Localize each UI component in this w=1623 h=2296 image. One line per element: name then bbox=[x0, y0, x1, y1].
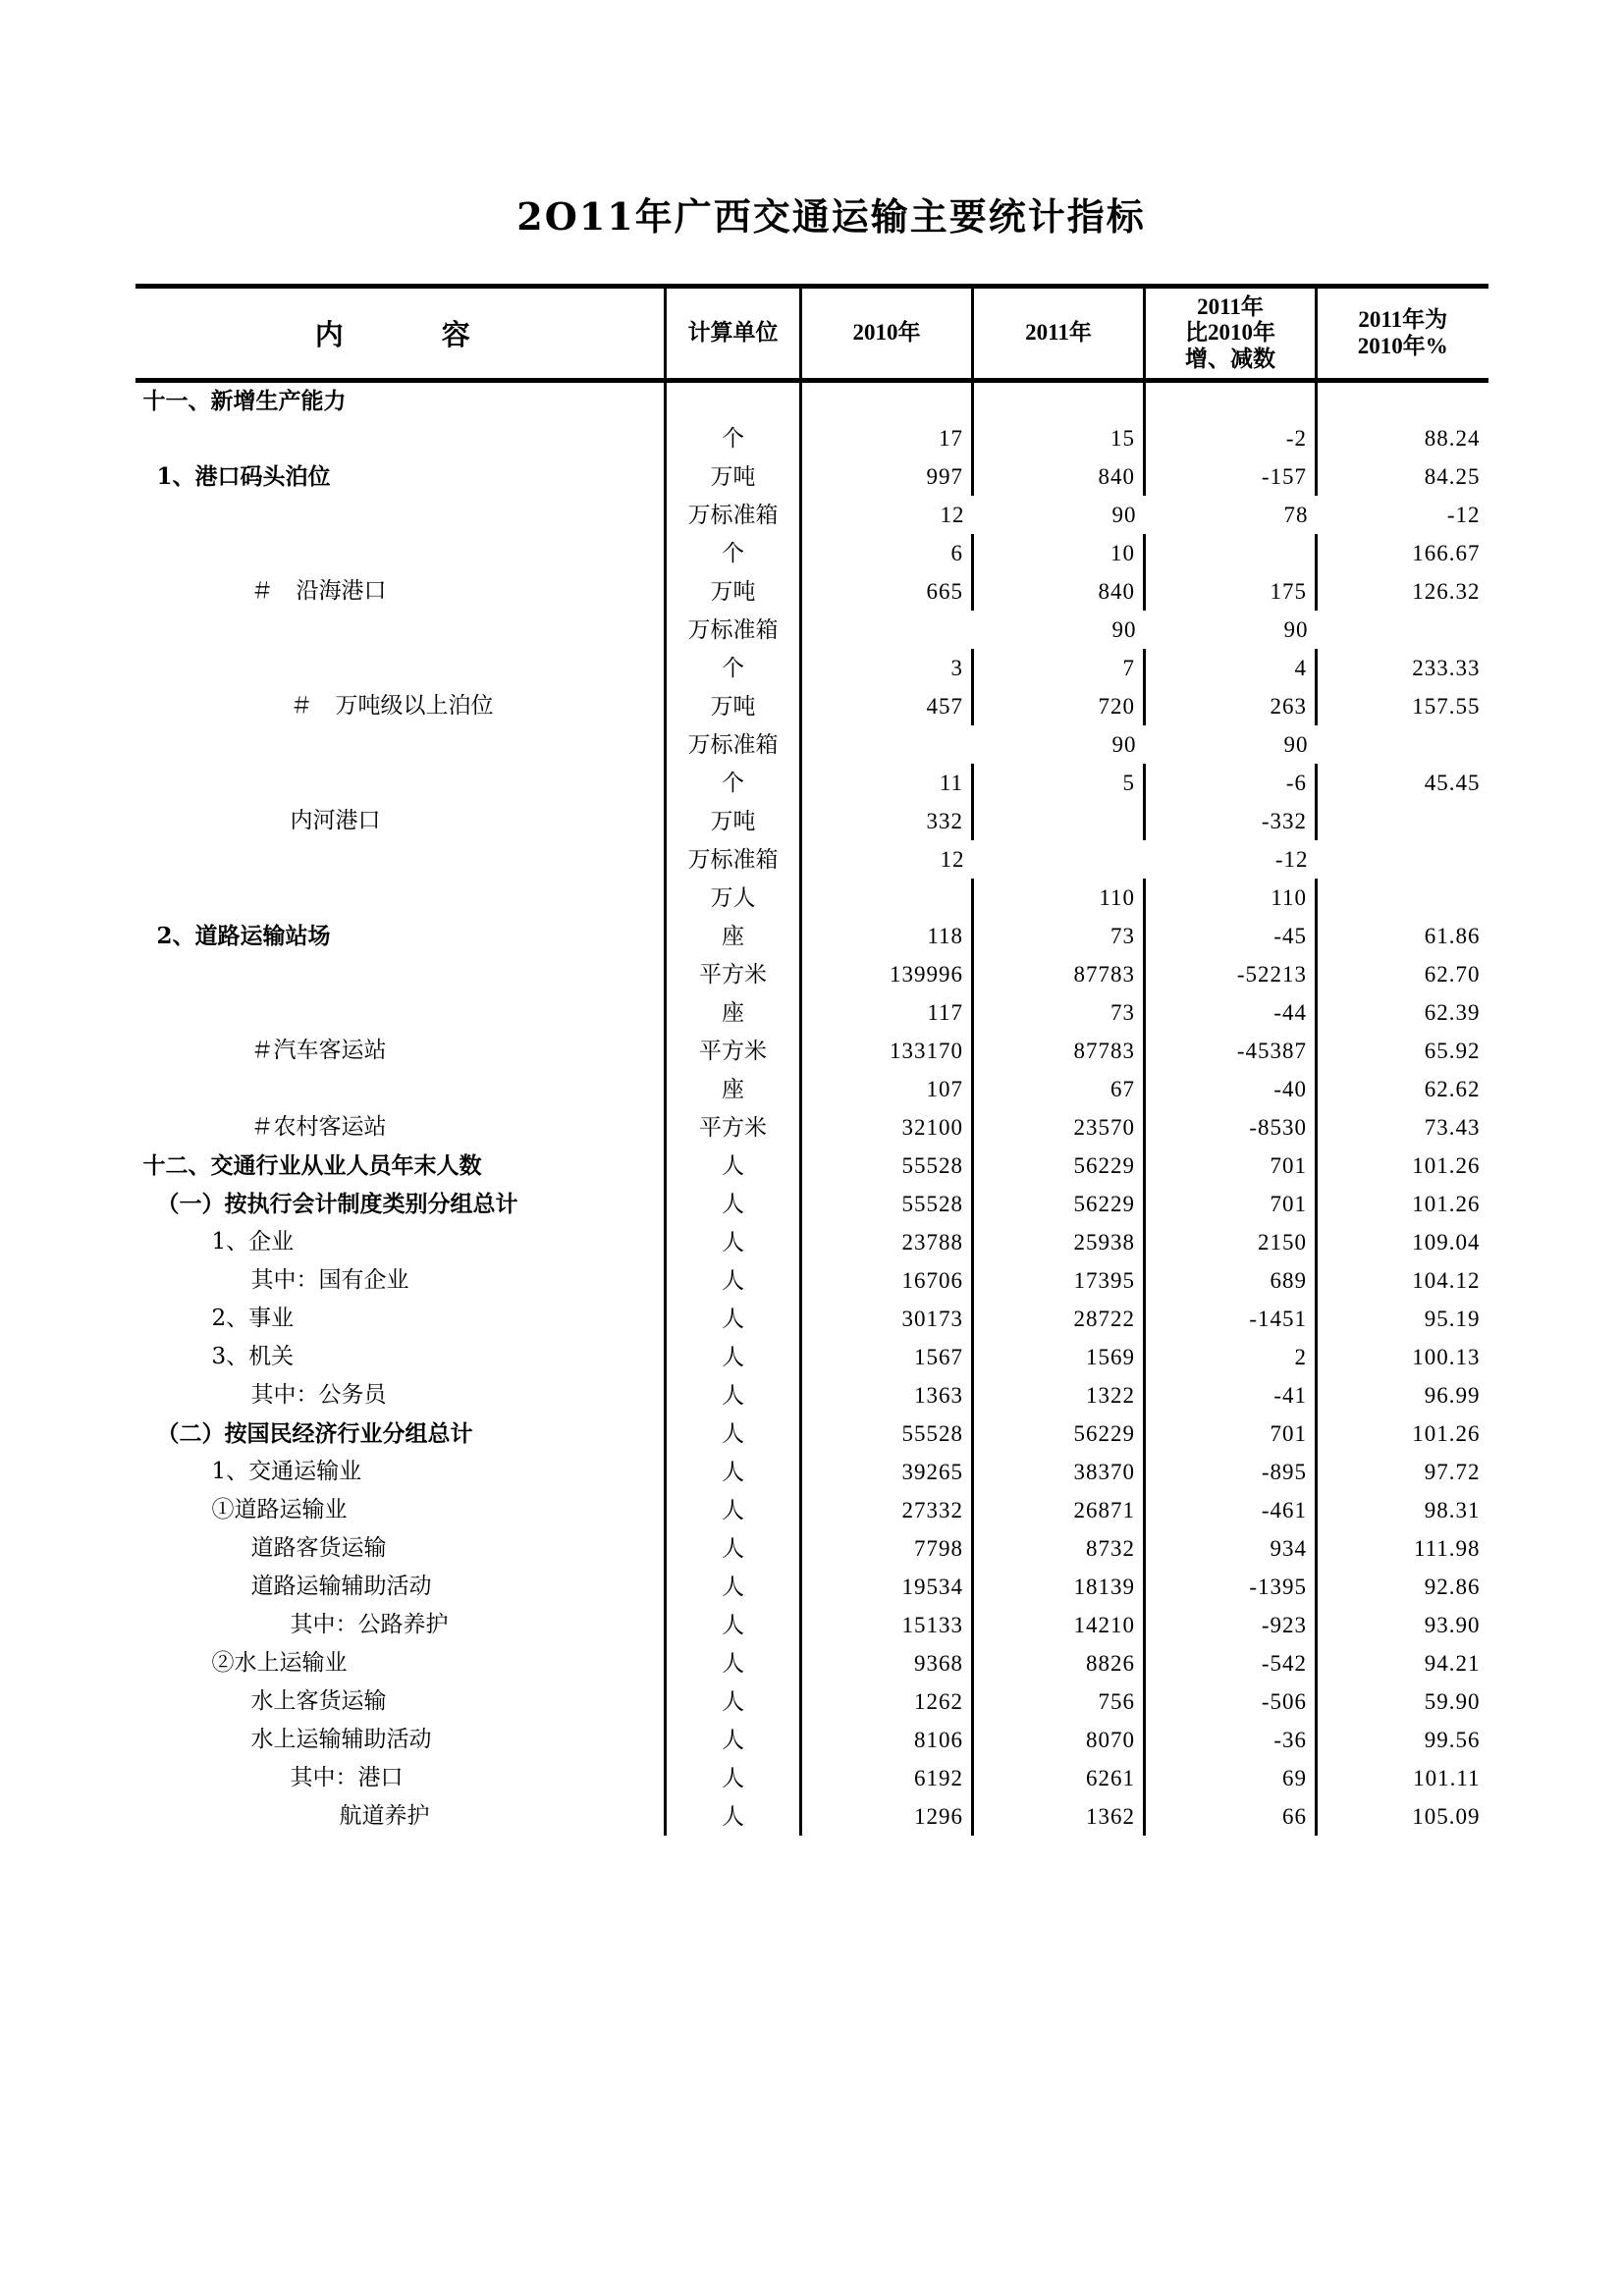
row-label bbox=[135, 725, 666, 764]
row-unit: 人 bbox=[666, 1491, 801, 1529]
row-value-percentage: 73.43 bbox=[1317, 1108, 1488, 1147]
row-value-difference: 701 bbox=[1145, 1147, 1317, 1185]
table-row bbox=[135, 611, 1488, 649]
row-unit: 人 bbox=[666, 1376, 801, 1415]
table-row bbox=[135, 1338, 1488, 1376]
row-label: 道路客货运输 bbox=[250, 1534, 387, 1561]
row-value-2011: 67 bbox=[973, 1070, 1145, 1108]
table-body bbox=[135, 381, 1488, 1836]
row-value-2011: 1569 bbox=[973, 1338, 1145, 1376]
table-row bbox=[135, 1491, 1488, 1529]
row-value-2010 bbox=[801, 381, 973, 419]
table-row bbox=[135, 879, 1488, 917]
row-value-percentage: 62.39 bbox=[1317, 993, 1488, 1032]
row-value-difference: -40 bbox=[1145, 1070, 1317, 1108]
row-value-percentage: 96.99 bbox=[1317, 1376, 1488, 1415]
row-label bbox=[135, 955, 666, 993]
row-value-2011: 87783 bbox=[973, 1032, 1145, 1070]
row-value-percentage: 93.90 bbox=[1317, 1606, 1488, 1644]
row-value-percentage: 94.21 bbox=[1317, 1644, 1488, 1682]
table-row bbox=[135, 1108, 1488, 1147]
row-value-2011: 87783 bbox=[973, 955, 1145, 993]
column-header-percentage-line2: 2010年% bbox=[1357, 333, 1448, 358]
table-row bbox=[135, 1300, 1488, 1338]
row-label bbox=[135, 993, 666, 1032]
row-value-difference: 263 bbox=[1145, 687, 1317, 725]
row-value-2011 bbox=[973, 381, 1145, 419]
table-row bbox=[135, 1568, 1488, 1606]
row-value-difference: 78 bbox=[1283, 502, 1309, 527]
row-value-percentage: 126.32 bbox=[1317, 572, 1488, 611]
row-label bbox=[135, 879, 666, 917]
row-value-2011: 28722 bbox=[973, 1300, 1145, 1338]
row-label: 十二、交通行业从业人员年末人数 bbox=[142, 1151, 482, 1179]
table-row bbox=[135, 1376, 1488, 1415]
row-label bbox=[135, 1070, 666, 1108]
table-row bbox=[135, 419, 1488, 457]
row-value-2010: 107 bbox=[801, 1070, 973, 1108]
row-value-percentage: 99.56 bbox=[1317, 1721, 1488, 1759]
row-label: 水上运输辅助活动 bbox=[250, 1726, 432, 1752]
table-row bbox=[135, 1644, 1488, 1682]
row-unit: 万吨 bbox=[666, 457, 801, 496]
row-value-2011: 73 bbox=[973, 917, 1145, 955]
row-value-percentage: 61.86 bbox=[1317, 917, 1488, 955]
row-unit: 人 bbox=[666, 1185, 801, 1223]
row-label: ＃汽车客运站 bbox=[250, 1037, 387, 1063]
row-value-2010: 118 bbox=[801, 917, 973, 955]
column-header-difference bbox=[1145, 287, 1317, 381]
row-label bbox=[135, 496, 666, 534]
row-value-2011: 25938 bbox=[973, 1223, 1145, 1261]
row-value-difference: 175 bbox=[1145, 572, 1317, 611]
row-value-2011: 23570 bbox=[973, 1108, 1145, 1147]
row-value-2010: 6192 bbox=[801, 1759, 973, 1797]
row-label: 1、企业 bbox=[211, 1228, 295, 1255]
row-value-2011: 18139 bbox=[973, 1568, 1145, 1606]
row-value-2011: 56229 bbox=[973, 1415, 1145, 1453]
column-header-percentage bbox=[1317, 287, 1488, 381]
row-value-2010: 139996 bbox=[801, 955, 973, 993]
table-row bbox=[135, 496, 1488, 534]
row-value-2011 bbox=[973, 802, 1145, 840]
row-value-2011: 56229 bbox=[973, 1185, 1145, 1223]
row-value-percentage: 101.11 bbox=[1317, 1759, 1488, 1797]
row-label: 十一、新增生产能力 bbox=[142, 387, 347, 414]
row-value-difference: -923 bbox=[1145, 1606, 1317, 1644]
row-value-difference: -506 bbox=[1145, 1682, 1317, 1721]
row-unit: 平方米 bbox=[666, 1108, 801, 1147]
row-label: 2、道路运输站场 bbox=[156, 922, 331, 949]
row-label bbox=[135, 419, 666, 457]
row-unit: 人 bbox=[666, 1721, 801, 1759]
row-value-percentage: 101.26 bbox=[1317, 1185, 1488, 1223]
row-unit: 人 bbox=[666, 1300, 801, 1338]
row-label: 1、交通运输业 bbox=[211, 1458, 362, 1484]
row-value-percentage: 233.33 bbox=[1317, 649, 1488, 687]
row-label bbox=[135, 764, 666, 802]
row-value-2011: 73 bbox=[973, 993, 1145, 1032]
row-value-2011: 14210 bbox=[973, 1606, 1145, 1644]
row-value-difference bbox=[1145, 534, 1317, 572]
row-label: 其中：公路养护 bbox=[290, 1611, 449, 1637]
column-header-difference-line3: 增、减数 bbox=[1185, 346, 1275, 371]
row-value-2010 bbox=[801, 611, 973, 649]
row-value-2011: 26871 bbox=[973, 1491, 1145, 1529]
table-row bbox=[135, 457, 1488, 496]
row-value-2010: 55528 bbox=[801, 1185, 973, 1223]
column-header-difference-line2: 比2010年 bbox=[1185, 320, 1275, 346]
row-label: ＃ 沿海港口 bbox=[250, 577, 387, 604]
row-value-2011: 1322 bbox=[973, 1376, 1145, 1415]
row-value-2011: 90 bbox=[1111, 502, 1137, 527]
column-header-2011: 2011年 bbox=[973, 287, 1145, 381]
row-unit: 人 bbox=[666, 1644, 801, 1682]
table-row bbox=[135, 534, 1488, 572]
column-header-unit: 计算单位 bbox=[666, 287, 801, 381]
row-value-difference: -44 bbox=[1145, 993, 1317, 1032]
row-unit: 万人 bbox=[666, 879, 801, 917]
row-label: 2、事业 bbox=[211, 1305, 295, 1331]
row-value-2011: 840 bbox=[973, 572, 1145, 611]
row-value-2010: 12 bbox=[801, 840, 973, 879]
row-value-percentage bbox=[1317, 879, 1488, 917]
row-value-2010: 32100 bbox=[801, 1108, 973, 1147]
row-value-percentage bbox=[1317, 611, 1488, 649]
row-value-difference: -6 bbox=[1145, 764, 1317, 802]
row-unit: 座 bbox=[666, 993, 801, 1032]
row-value-percentage bbox=[1317, 802, 1488, 840]
row-value-2010: 9368 bbox=[801, 1644, 973, 1682]
row-value-2010: 55528 bbox=[801, 1415, 973, 1453]
row-label bbox=[135, 840, 666, 879]
row-value-2010: 15133 bbox=[801, 1606, 973, 1644]
table-row bbox=[135, 1721, 1488, 1759]
row-unit: 万吨 bbox=[666, 687, 801, 725]
row-value-2010: 55528 bbox=[801, 1147, 973, 1185]
row-value-2010: 11 bbox=[801, 764, 973, 802]
row-value-2011: 8070 bbox=[973, 1721, 1145, 1759]
row-value-2011: 56229 bbox=[973, 1147, 1145, 1185]
row-value-difference: 110 bbox=[1145, 879, 1317, 917]
row-value-difference: -1451 bbox=[1145, 1300, 1317, 1338]
row-label: 3、机关 bbox=[211, 1343, 295, 1369]
row-label: 航道养护 bbox=[339, 1802, 430, 1829]
row-value-difference: -12 bbox=[1274, 846, 1309, 872]
row-value-2010: 6 bbox=[801, 534, 973, 572]
row-value-2010: 1262 bbox=[801, 1682, 973, 1721]
row-value-2010: 457 bbox=[801, 687, 973, 725]
row-label: 其中：公务员 bbox=[250, 1381, 387, 1408]
table-row bbox=[135, 1759, 1488, 1797]
row-label: 其中：国有企业 bbox=[250, 1266, 409, 1293]
row-value-2010: 39265 bbox=[801, 1453, 973, 1491]
row-value-difference: -45 bbox=[1145, 917, 1317, 955]
row-unit: 人 bbox=[666, 1529, 801, 1568]
row-value-percentage: 157.55 bbox=[1317, 687, 1488, 725]
row-label: （一）按执行会计制度类别分组总计 bbox=[156, 1190, 518, 1217]
row-value-percentage: 104.12 bbox=[1317, 1261, 1488, 1300]
row-value-2011: 1362 bbox=[973, 1797, 1145, 1836]
row-value-difference: 701 bbox=[1145, 1185, 1317, 1223]
row-value-2010 bbox=[801, 725, 973, 764]
column-header-2010: 2010年 bbox=[801, 287, 973, 381]
row-value-2010: 12 bbox=[801, 496, 973, 534]
row-value-percentage: 59.90 bbox=[1317, 1682, 1488, 1721]
row-value-2010: 30173 bbox=[801, 1300, 973, 1338]
table-row bbox=[135, 917, 1488, 955]
row-unit: 人 bbox=[666, 1759, 801, 1797]
row-value-percentage: 84.25 bbox=[1317, 457, 1488, 496]
row-value-percentage: 98.31 bbox=[1317, 1491, 1488, 1529]
row-value-percentage: 45.45 bbox=[1317, 764, 1488, 802]
table-row bbox=[135, 840, 1488, 879]
row-unit: 个 bbox=[666, 649, 801, 687]
row-value-2010: 3 bbox=[801, 649, 973, 687]
row-unit: 万吨 bbox=[666, 572, 801, 611]
row-value-percentage: 111.98 bbox=[1317, 1529, 1488, 1568]
row-value-2010: 8106 bbox=[801, 1721, 973, 1759]
row-value-percentage: 109.04 bbox=[1317, 1223, 1488, 1261]
row-unit: 万标准箱 bbox=[666, 840, 801, 879]
row-label: 1、港口码头泊位 bbox=[156, 462, 331, 490]
table-header bbox=[135, 287, 1488, 381]
row-value-percentage bbox=[1317, 381, 1488, 419]
table-row bbox=[135, 1185, 1488, 1223]
row-label bbox=[135, 649, 666, 687]
row-value-difference: -52213 bbox=[1145, 955, 1317, 993]
table-row bbox=[135, 1529, 1488, 1568]
row-value-percentage: 166.67 bbox=[1317, 534, 1488, 572]
row-value-difference: 4 bbox=[1145, 649, 1317, 687]
row-unit: 平方米 bbox=[666, 1032, 801, 1070]
row-value-difference: 66 bbox=[1145, 1797, 1317, 1836]
table-row bbox=[135, 1147, 1488, 1185]
row-value-percentage: 88.24 bbox=[1317, 419, 1488, 457]
row-value-2011: 90 bbox=[1111, 731, 1137, 757]
row-label: ②水上运输业 bbox=[211, 1649, 348, 1676]
table-row bbox=[135, 687, 1488, 725]
row-label: ＃农村客运站 bbox=[250, 1113, 387, 1140]
row-value-difference: 90 bbox=[1283, 616, 1309, 642]
row-value-difference: -332 bbox=[1145, 802, 1317, 840]
row-value-2010: 332 bbox=[801, 802, 973, 840]
row-value-percentage: 101.26 bbox=[1317, 1415, 1488, 1453]
row-unit: 个 bbox=[666, 534, 801, 572]
row-value-percentage: 101.26 bbox=[1317, 1147, 1488, 1185]
row-value-2010: 1567 bbox=[801, 1338, 973, 1376]
row-value-difference: -36 bbox=[1145, 1721, 1317, 1759]
row-value-percentage: 65.92 bbox=[1317, 1032, 1488, 1070]
row-value-percentage bbox=[1317, 840, 1488, 879]
column-header-percentage-line1: 2011年为 bbox=[1358, 307, 1448, 333]
row-value-2011: 8826 bbox=[973, 1644, 1145, 1682]
row-value-difference: 2 bbox=[1145, 1338, 1317, 1376]
row-unit: 人 bbox=[666, 1568, 801, 1606]
row-label: ①道路运输业 bbox=[211, 1496, 348, 1522]
table-row bbox=[135, 572, 1488, 611]
row-unit: 人 bbox=[666, 1223, 801, 1261]
table-row bbox=[135, 1682, 1488, 1721]
row-value-difference: -542 bbox=[1145, 1644, 1317, 1682]
row-label bbox=[135, 534, 666, 572]
row-value-percentage: 95.19 bbox=[1317, 1300, 1488, 1338]
column-header-name: 内 容 bbox=[135, 287, 666, 381]
row-unit: 个 bbox=[666, 419, 801, 457]
row-unit: 万吨 bbox=[666, 802, 801, 840]
row-unit bbox=[666, 381, 801, 419]
table-row bbox=[135, 725, 1488, 764]
row-value-difference: -1395 bbox=[1145, 1568, 1317, 1606]
row-unit: 人 bbox=[666, 1797, 801, 1836]
row-label: （二）按国民经济行业分组总计 bbox=[156, 1419, 473, 1447]
row-value-2011: 38370 bbox=[973, 1453, 1145, 1491]
row-unit: 人 bbox=[666, 1338, 801, 1376]
column-header-difference-line1: 2011年 bbox=[1197, 294, 1264, 319]
row-value-2010: 19534 bbox=[801, 1568, 973, 1606]
row-unit: 人 bbox=[666, 1261, 801, 1300]
row-value-2011: 5 bbox=[973, 764, 1145, 802]
row-value-2010: 17 bbox=[801, 419, 973, 457]
row-value-difference: -895 bbox=[1145, 1453, 1317, 1491]
row-value-2010: 117 bbox=[801, 993, 973, 1032]
row-label: 水上客货运输 bbox=[250, 1687, 387, 1714]
row-value-2010: 7798 bbox=[801, 1529, 973, 1568]
table-row bbox=[135, 764, 1488, 802]
row-unit: 万标准箱 bbox=[666, 611, 801, 649]
row-value-difference: 701 bbox=[1145, 1415, 1317, 1453]
table-row bbox=[135, 1415, 1488, 1453]
table-row bbox=[135, 1453, 1488, 1491]
row-value-difference: 69 bbox=[1145, 1759, 1317, 1797]
table-row bbox=[135, 1797, 1488, 1836]
table-row bbox=[135, 1261, 1488, 1300]
row-value-2010: 1296 bbox=[801, 1797, 973, 1836]
row-label: 内河港口 bbox=[290, 807, 381, 833]
row-unit: 个 bbox=[666, 764, 801, 802]
row-value-percentage: 92.86 bbox=[1317, 1568, 1488, 1606]
row-label bbox=[135, 611, 666, 649]
row-value-percentage: 62.70 bbox=[1317, 955, 1488, 993]
row-value-difference: 934 bbox=[1145, 1529, 1317, 1568]
row-value-difference: -41 bbox=[1145, 1376, 1317, 1415]
table-row bbox=[135, 1032, 1488, 1070]
row-value-2011: 90 bbox=[1111, 616, 1137, 642]
row-value-2011: 840 bbox=[973, 457, 1145, 496]
row-value-2011: 756 bbox=[973, 1682, 1145, 1721]
row-value-2011: 720 bbox=[973, 687, 1145, 725]
row-value-2011: 8732 bbox=[973, 1529, 1145, 1568]
row-value-difference bbox=[1145, 381, 1317, 419]
row-value-2010 bbox=[801, 879, 973, 917]
row-value-2011 bbox=[973, 840, 1145, 879]
row-value-2011: 15 bbox=[973, 419, 1145, 457]
row-value-difference: -157 bbox=[1145, 457, 1317, 496]
row-label: 其中：港口 bbox=[290, 1764, 404, 1790]
row-value-percentage: 105.09 bbox=[1317, 1797, 1488, 1836]
page-title: 2O11年广西交通运输主要统计指标 bbox=[516, 194, 1146, 239]
row-value-2010: 27332 bbox=[801, 1491, 973, 1529]
row-value-difference: -8530 bbox=[1145, 1108, 1317, 1147]
row-unit: 座 bbox=[666, 917, 801, 955]
table-row bbox=[135, 802, 1488, 840]
table-row bbox=[135, 993, 1488, 1032]
row-value-2011: 10 bbox=[973, 534, 1145, 572]
row-unit: 人 bbox=[666, 1147, 801, 1185]
row-value-difference: -461 bbox=[1145, 1491, 1317, 1529]
statistics-table bbox=[135, 284, 1488, 1836]
row-value-difference: 90 bbox=[1283, 731, 1309, 757]
row-value-2010: 23788 bbox=[801, 1223, 973, 1261]
row-value-2011: 110 bbox=[973, 879, 1145, 917]
row-value-2011: 7 bbox=[973, 649, 1145, 687]
table-row bbox=[135, 1070, 1488, 1108]
table-row bbox=[135, 1606, 1488, 1644]
row-value-2010: 133170 bbox=[801, 1032, 973, 1070]
row-unit: 万标准箱 bbox=[666, 725, 801, 764]
table-row bbox=[135, 649, 1488, 687]
row-value-2010: 1363 bbox=[801, 1376, 973, 1415]
table-row bbox=[135, 955, 1488, 993]
row-unit: 人 bbox=[666, 1415, 801, 1453]
row-value-percentage: 62.62 bbox=[1317, 1070, 1488, 1108]
row-value-2010: 665 bbox=[801, 572, 973, 611]
row-value-difference: 2150 bbox=[1145, 1223, 1317, 1261]
row-value-percentage: -12 bbox=[1446, 502, 1481, 527]
row-value-percentage: 97.72 bbox=[1317, 1453, 1488, 1491]
row-value-2011: 6261 bbox=[973, 1759, 1145, 1797]
row-value-difference: -45387 bbox=[1145, 1032, 1317, 1070]
table-row bbox=[135, 1223, 1488, 1261]
row-label: ＃ 万吨级以上泊位 bbox=[290, 692, 494, 719]
row-label: 道路运输辅助活动 bbox=[250, 1573, 432, 1599]
statistics-table-container bbox=[135, 240, 1488, 1836]
row-value-2010: 16706 bbox=[801, 1261, 973, 1300]
row-unit: 座 bbox=[666, 1070, 801, 1108]
row-unit: 万标准箱 bbox=[666, 496, 801, 534]
row-unit: 人 bbox=[666, 1606, 801, 1644]
row-value-difference: -2 bbox=[1145, 419, 1317, 457]
row-unit: 平方米 bbox=[666, 955, 801, 993]
table-row bbox=[135, 381, 1488, 419]
row-unit: 人 bbox=[666, 1682, 801, 1721]
row-unit: 人 bbox=[666, 1453, 801, 1491]
table-header-row bbox=[135, 287, 1488, 381]
row-value-percentage: 100.13 bbox=[1317, 1338, 1488, 1376]
row-value-percentage bbox=[1317, 725, 1488, 764]
row-value-2010: 997 bbox=[801, 457, 973, 496]
row-value-2011: 17395 bbox=[973, 1261, 1145, 1300]
row-value-difference: 689 bbox=[1145, 1261, 1317, 1300]
